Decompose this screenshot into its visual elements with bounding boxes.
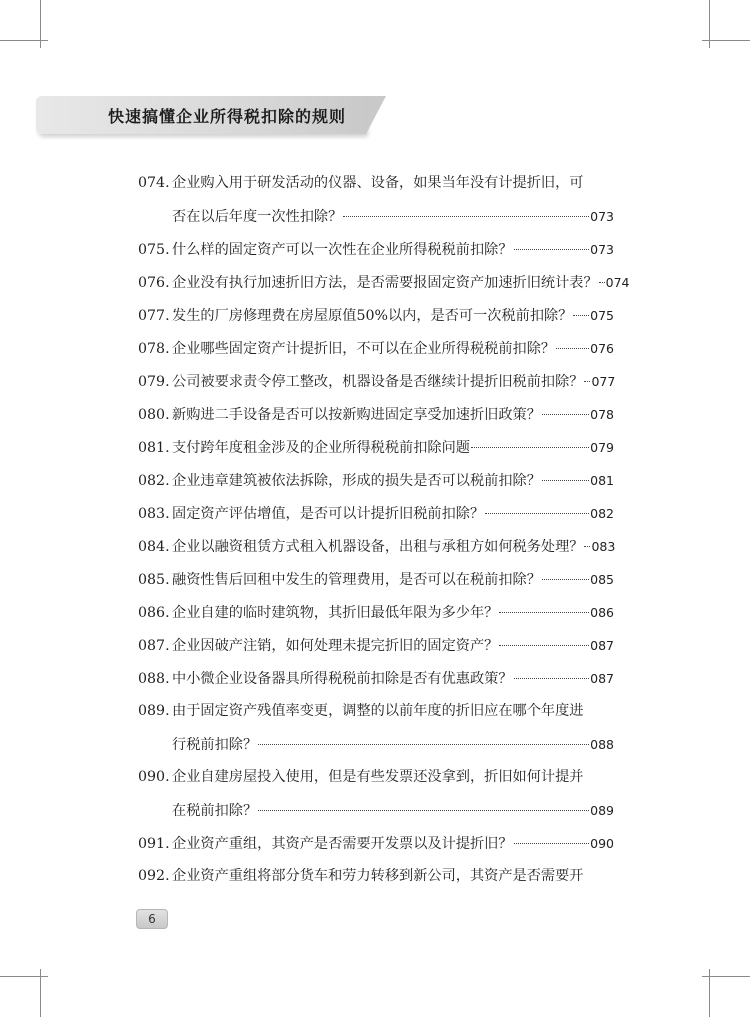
toc-entry[interactable] — [138, 860, 614, 893]
toc-entry-line — [138, 266, 630, 299]
toc-entry[interactable] — [138, 266, 630, 299]
dot-leader — [471, 447, 589, 448]
dot-leader — [258, 810, 589, 811]
dot-leader — [514, 678, 590, 679]
crop-mark — [0, 40, 48, 41]
toc-entry-number: 091. — [138, 836, 170, 852]
toc-page-number: 082 — [590, 506, 614, 521]
dot-leader — [499, 645, 589, 646]
toc-entry-number: 081. — [138, 440, 170, 456]
toc-entry-title: 企业资产重组，其资产是否需要开发票以及计提折旧？ — [172, 836, 513, 852]
toc-entry-number: 076. — [138, 275, 170, 291]
dot-leader — [499, 612, 589, 613]
toc-entry[interactable] — [138, 365, 614, 398]
dot-leader — [556, 348, 589, 349]
toc-page-number: 089 — [590, 803, 614, 818]
toc-entry-title: 否在以后年度一次性扣除？ — [172, 209, 343, 225]
toc-page-number: 083 — [591, 539, 616, 554]
toc-entry-number: 087. — [138, 638, 170, 654]
toc-entry-line — [138, 827, 614, 860]
dot-leader — [573, 315, 589, 316]
toc-entry-title: 企业没有执行加速折旧方法，是否需要报固定资产加速折旧统计表？ — [172, 275, 598, 291]
toc-entry-line — [138, 761, 614, 794]
toc-page-number: 076 — [590, 341, 614, 356]
toc-entry[interactable] — [138, 299, 614, 332]
toc-entry[interactable] — [138, 629, 614, 662]
dot-leader — [258, 744, 589, 745]
toc-entry[interactable] — [138, 662, 614, 695]
toc-entry-title: 支付跨年度租金涉及的企业所得税税前扣除问题 — [172, 440, 470, 456]
toc-entry-number: 084. — [138, 539, 170, 555]
toc-entry-title: 企业资产重组将部分货车和劳力转移到新公司，其资产是否需要开 — [172, 868, 584, 884]
toc-entry-title: 企业违章建筑被依法拆除，形成的损失是否可以税前扣除？ — [172, 473, 541, 489]
toc-entry-line — [138, 299, 614, 332]
dot-leader — [343, 216, 589, 217]
toc-entry-line — [138, 596, 614, 629]
toc-entry[interactable] — [138, 464, 614, 497]
toc-entry-line — [138, 728, 614, 761]
toc-entry-line — [138, 860, 614, 893]
toc-entry[interactable] — [138, 695, 614, 761]
toc-entry-title: 公司被要求责令停工整改，机器设备是否继续计提折旧税前扣除？ — [172, 374, 584, 390]
toc-entry[interactable] — [138, 332, 614, 365]
toc-entry-number: 079. — [138, 374, 170, 390]
toc-entry-number: 074. — [138, 175, 170, 191]
toc-page-number: 073 — [590, 209, 614, 224]
toc-entry[interactable] — [138, 563, 614, 596]
toc-entry-line — [138, 200, 614, 233]
toc-page-number: 081 — [590, 473, 614, 488]
toc-entry-line — [138, 464, 614, 497]
toc-entry-title: 在税前扣除？ — [172, 803, 258, 819]
toc-page-number: 085 — [590, 572, 614, 587]
toc-entry-line — [138, 431, 614, 464]
toc-entry-number: 082. — [138, 473, 170, 489]
toc-page-number: 088 — [590, 737, 614, 752]
toc-page-number: 087 — [590, 638, 614, 653]
toc-entry-number: 078. — [138, 341, 170, 357]
toc-entry-title: 融资性售后回租中发生的管理费用，是否可以在税前扣除？ — [172, 572, 541, 588]
toc-entry-line — [138, 629, 614, 662]
dot-leader — [542, 414, 589, 415]
crop-mark — [702, 976, 750, 977]
toc-page-number: 087 — [590, 671, 614, 686]
toc-entry[interactable] — [138, 398, 614, 431]
toc-entry[interactable] — [138, 596, 614, 629]
toc-entry-line — [138, 398, 614, 431]
toc-page-number: 078 — [590, 407, 614, 422]
dot-leader — [514, 249, 590, 250]
toc-entry-line — [138, 530, 614, 563]
toc-entry-number: 089. — [138, 703, 170, 719]
toc-entry-line — [138, 365, 614, 398]
toc-page-number: 075 — [590, 308, 614, 323]
toc-page-number: 086 — [590, 605, 614, 620]
toc-entry-line — [138, 695, 614, 728]
toc-entry-title: 发生的厂房修理费在房屋原值50%以内，是否可一次税前扣除？ — [172, 308, 573, 324]
toc-entry-title: 新购进二手设备是否可以按新购进固定享受加速折旧政策？ — [172, 407, 541, 423]
toc-entry[interactable] — [138, 827, 614, 860]
toc-page-number: 090 — [590, 836, 614, 851]
toc-entry[interactable] — [138, 530, 614, 563]
dot-leader — [542, 480, 589, 481]
toc-page-number: 073 — [590, 242, 614, 257]
toc-entry[interactable] — [138, 761, 614, 827]
toc-entry-number: 090. — [138, 769, 170, 785]
toc-entry-number: 080. — [138, 407, 170, 423]
toc-entry-line — [138, 233, 614, 266]
dot-leader — [542, 579, 589, 580]
table-of-contents — [138, 167, 630, 893]
toc-entry[interactable] — [138, 497, 614, 530]
toc-entry-number: 092. — [138, 868, 170, 884]
toc-entry-number: 086. — [138, 605, 170, 621]
toc-entry-number: 075. — [138, 242, 170, 258]
toc-entry-title: 企业因破产注销，如何处理未提完折旧的固定资产？ — [172, 638, 499, 654]
dot-leader — [584, 381, 590, 382]
dot-leader — [514, 843, 590, 844]
toc-entry-title: 由于固定资产残值率变更，调整的以前年度的折旧应在哪个年度进 — [172, 703, 584, 719]
toc-entry-title: 企业哪些固定资产计提折旧，不可以在企业所得税税前扣除？ — [172, 341, 556, 357]
toc-entry-title: 企业购入用于研发活动的仪器、设备，如果当年没有计提折旧，可 — [172, 175, 584, 191]
crop-mark — [702, 40, 750, 41]
crop-mark — [0, 976, 48, 977]
toc-entry[interactable] — [138, 431, 614, 464]
toc-entry[interactable] — [138, 167, 614, 233]
toc-entry-title: 中小微企业设备器具所得税税前扣除是否有优惠政策？ — [172, 671, 513, 687]
toc-entry-line — [138, 794, 614, 827]
dot-leader — [599, 282, 605, 283]
toc-entry-line — [138, 332, 614, 365]
toc-page-number: 074 — [605, 275, 630, 290]
toc-entry-title: 企业自建房屋投入使用，但是有些发票还没拿到，折旧如何计提并 — [172, 769, 584, 785]
toc-entry[interactable] — [138, 233, 614, 266]
toc-entry-number: 083. — [138, 506, 170, 522]
page-number: 6 — [136, 909, 168, 929]
toc-entry-line — [138, 662, 614, 695]
toc-entry-number: 077. — [138, 308, 170, 324]
toc-entry-line — [138, 167, 614, 200]
toc-entry-line — [138, 497, 614, 530]
dot-leader — [584, 546, 590, 547]
toc-entry-number: 085. — [138, 572, 170, 588]
toc-entry-title: 固定资产评估增值，是否可以计提折旧税前扣除？ — [172, 506, 485, 522]
toc-entry-title: 企业自建的临时建筑物，其折旧最低年限为多少年？ — [172, 605, 499, 621]
toc-page-number: 079 — [590, 440, 614, 455]
toc-entry-line — [138, 563, 614, 596]
toc-entry-number: 088. — [138, 671, 170, 687]
dot-leader — [485, 513, 589, 514]
toc-page-number: 077 — [591, 374, 616, 389]
toc-entry-title: 行税前扣除？ — [172, 737, 258, 753]
toc-entry-title: 什么样的固定资产可以一次性在企业所得税税前扣除？ — [172, 242, 513, 258]
toc-entry-title: 企业以融资租赁方式租入机器设备，出租与承租方如何税务处理？ — [172, 539, 584, 555]
chapter-title: 快速搞懂企业所得税扣除的规则 — [108, 107, 347, 126]
